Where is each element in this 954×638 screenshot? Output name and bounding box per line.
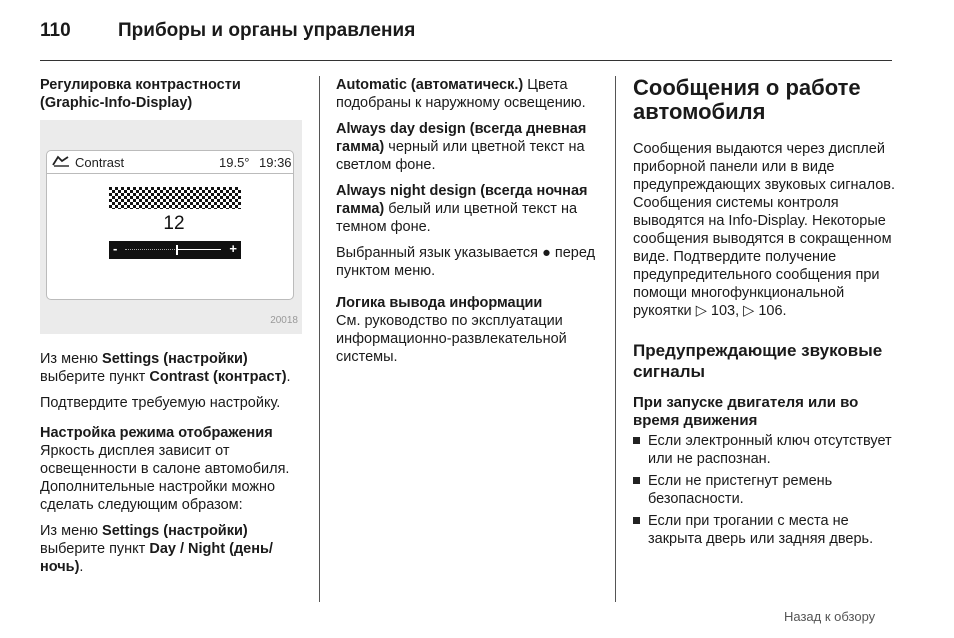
contrast-value: 12 xyxy=(163,213,185,234)
display-temperature: 19.5° xyxy=(219,155,250,170)
section-title: Сообщения о работе автомобиля xyxy=(633,75,861,124)
selected-dot-icon: ● xyxy=(542,245,551,261)
engine-start-heading: При запуске двигателя или во время движения xyxy=(633,394,859,429)
slider-knob xyxy=(176,245,178,255)
brightness-text: Яркость дисплея зависит от освещенности в салоне автомобиля. Дополнительные настройки можно сделать следующим образом: xyxy=(40,443,290,513)
column-2 xyxy=(336,76,598,374)
column-3 xyxy=(633,76,895,552)
warning-list xyxy=(633,432,895,548)
chapter-title: Приборы и органы управления xyxy=(118,20,416,41)
bullet-icon xyxy=(633,437,640,444)
list-item: Если электронный ключ отсутствует или не распознан. xyxy=(633,432,895,468)
back-to-overview-link[interactable]: Назад к обзору xyxy=(784,609,876,624)
display-mode-heading: Настройка режима отображения xyxy=(40,425,273,441)
figure-code: 20018 xyxy=(270,315,298,326)
column-divider-2 xyxy=(615,76,616,602)
option-day: Always day design (всегда дневная гамма) черный или цветной текст на светлом фоне. xyxy=(336,121,587,173)
info-logic-text: См. руководство по эксплуатации информационно-развлекательной системы. xyxy=(336,313,567,365)
messages-text: Сообщения выдаются через дисплей приборной панели или в виде предупреждающих звуковых сигналов. Сообщения системы контроля выводятся на Info-Display. Некоторые сообщения выводятся в сокращенном виде. Подтвердите получение предупредительного сообщения при помощи многофункциональной рукоятки ▷ 103, ▷ 106. xyxy=(633,141,895,319)
page-header xyxy=(40,20,892,61)
slider-track-solid xyxy=(177,249,221,250)
slider-plus-label: + xyxy=(229,241,237,256)
info-logic-heading: Логика вывода информации xyxy=(336,295,543,311)
display-title: Contrast xyxy=(75,155,125,170)
slider-minus-label: - xyxy=(113,241,118,256)
day-night-instruction: Из меню Settings (настройки) выберите пункт Day / Night (день/ночь). xyxy=(40,523,273,575)
confirm-text: Подтвердите требуемую настройку. xyxy=(40,395,281,411)
contrast-slider xyxy=(109,241,241,259)
display-time: 19:36 xyxy=(259,155,292,170)
page-number: 110 xyxy=(40,20,71,41)
column-divider-1 xyxy=(319,76,320,602)
contrast-heading: Регулировка контрастности (Graphic-Info-Display) xyxy=(40,77,241,111)
contrast-test-pattern xyxy=(109,187,241,209)
contrast-instruction: Из меню Settings (настройки) выберите пункт Contrast (контраст). xyxy=(40,351,291,385)
slider-track-dotted xyxy=(125,249,177,251)
column-1 xyxy=(40,76,302,584)
warning-sounds-heading: Предупреждающие звуковые сигналы xyxy=(633,341,883,381)
list-item: Если при трогании с места не закрыта дверь или задняя дверь. xyxy=(633,512,895,548)
bullet-icon xyxy=(633,517,640,524)
page-ref-icon: ▷ xyxy=(695,303,707,319)
display-figure xyxy=(40,120,302,334)
language-note: Выбранный язык указывается ● перед пунктом меню. xyxy=(336,245,596,279)
page-ref-icon: ▷ xyxy=(743,303,755,319)
option-automatic: Automatic (автоматическ.) Цвета подобраны к наружному освещению. xyxy=(336,77,586,111)
display-screen xyxy=(46,150,294,300)
display-status-bar xyxy=(47,151,293,174)
option-night: Always night design (всегда ночная гамма) белый или цветной текст на темном фоне. xyxy=(336,183,588,235)
list-item: Если не пристегнут ремень безопасности. xyxy=(633,472,895,508)
contrast-settings-icon xyxy=(51,154,71,168)
bullet-icon xyxy=(633,477,640,484)
